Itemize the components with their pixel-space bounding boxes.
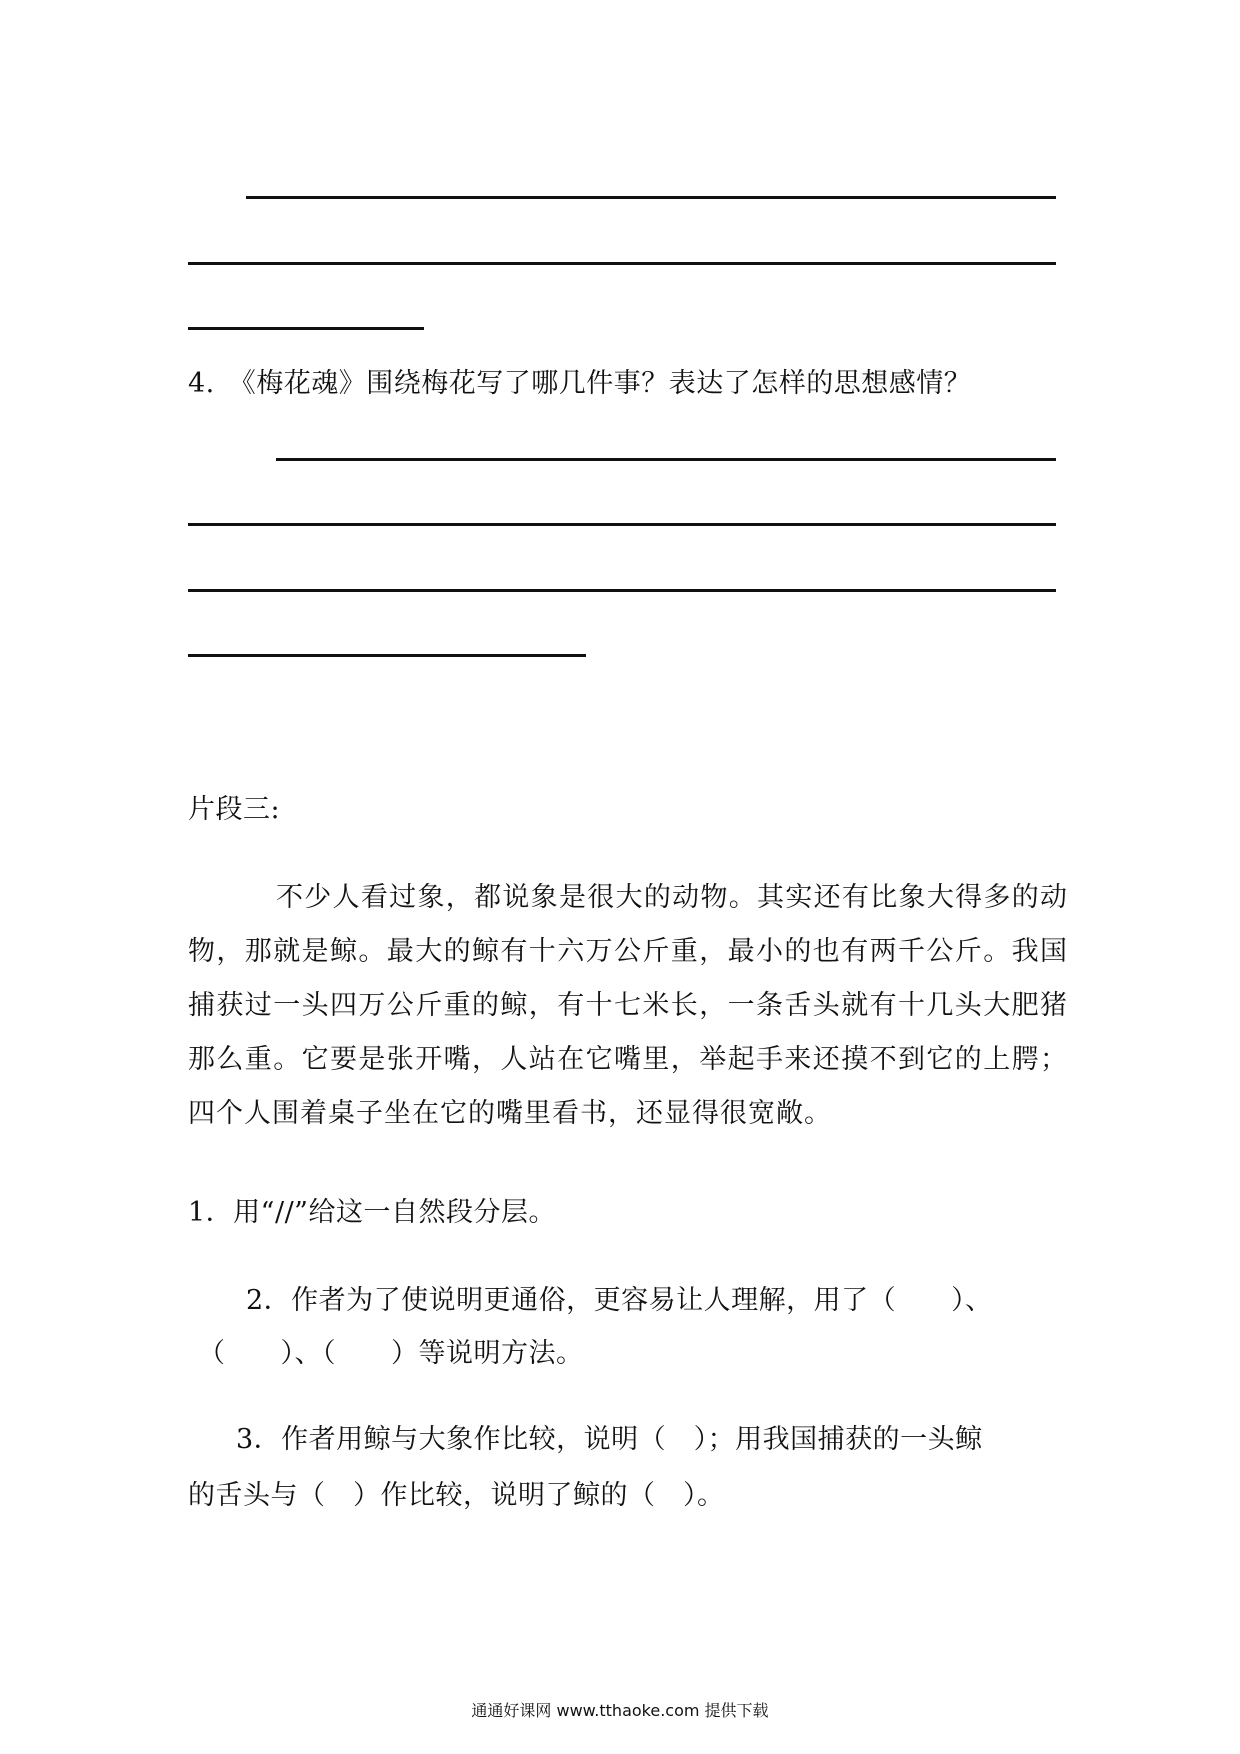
answer-line[interactable] — [188, 654, 586, 657]
answer-line[interactable] — [188, 327, 424, 330]
question-2-line-1: 2．作者为了使说明更通俗，更容易让人理解，用了（ ）、 — [246, 1285, 993, 1316]
footer-text: 通通好课网 www.tthaoke.com 提供下载 — [471, 1701, 769, 1720]
question-3-line-1: 3．作者用鲸与大象作比较，说明（ ）；用我国捕获的一头鲸 — [236, 1424, 983, 1455]
question-4: 4. 《梅花魂》围绕梅花写了哪几件事？表达了怎样的思想感情？ — [188, 368, 972, 399]
answer-line[interactable] — [276, 458, 1056, 461]
answer-line[interactable] — [188, 262, 1056, 265]
reading-passage: 不少人看过象，都说象是很大的动物。其实还有比象大得多的动物，那就是鲸。最大的鲸有十六万公斤重，最小的也有两千公斤。我国捕获过一头四万公斤重的鲸，有十七米长，一条舌头就有十几头大肥猪那么重。它要是张开嘴，人站在它嘴里，举起手来还摸不到它的上腭；四个人围着桌子坐在它的嘴里看书，还显得很宽敞。 — [188, 882, 1068, 1129]
question-2-line-2: （ ）、（ ）等说明方法。 — [198, 1338, 584, 1369]
question-3-line-2: 的舌头与（ ）作比较，说明了鲸的（ ）。 — [188, 1480, 725, 1511]
answer-line[interactable] — [188, 589, 1056, 592]
question-1: 1．用“//”给这一自然段分层。 — [188, 1197, 556, 1228]
answer-line[interactable] — [188, 523, 1056, 526]
section-heading: 片段三: — [188, 794, 281, 825]
answer-line[interactable] — [246, 196, 1056, 199]
